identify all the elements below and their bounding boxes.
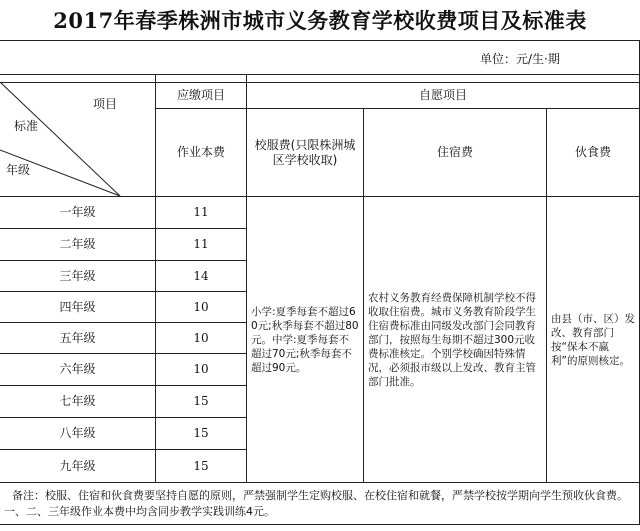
homework-fee-value: 15 [193, 458, 209, 473]
grade-label: 六年级 [59, 362, 96, 376]
grade-label: 九年级 [59, 458, 96, 473]
header-homework-fee: 作业本费 [176, 145, 225, 159]
page-title: 2017年春季株洲市城市义务教育学校收费项目及标准表 [53, 8, 587, 33]
header-grade-label: 年级 [5, 162, 30, 177]
homework-fee-value: 11 [193, 237, 209, 251]
grade-label: 八年级 [59, 426, 96, 440]
homework-fee-value: 10 [193, 330, 209, 345]
header-mandatory-group: 应缴项目 [176, 88, 225, 102]
grade-label: 四年级 [59, 299, 96, 314]
homework-fee-value: 14 [193, 268, 209, 283]
header-meal-fee: 伙食费 [574, 145, 611, 159]
uniform-fee-text: 小学:夏季每套不超过60元;秋季每套不超过80元。中学:夏季每套不超过70元;秋季每套不超过90元。 [251, 305, 359, 374]
grade-label: 二年级 [59, 237, 96, 251]
remarks-note: 备注：校服、住宿和伙食费要坚持自愿的原则，严禁强制学生定购校服、在校住宿和就餐，严禁学校按学期向学生预收伙食费。一、二、三年级作业本费中均含同步教学实践训练4元。 [4, 489, 628, 518]
meal-fee-text: 由县（市、区）发改、教育部门按“保本不赢利”的原则核定。 [551, 312, 635, 367]
header-lodging-fee: 住宿费 [436, 145, 473, 159]
unit-label: 单位：元/生·期 [480, 52, 560, 66]
homework-fee-value: 10 [193, 299, 209, 314]
grade-label: 五年级 [59, 330, 96, 345]
header-standard-label: 标准 [13, 118, 38, 133]
header-voluntary-group: 自愿项目 [418, 88, 467, 102]
grade-label: 一年级 [59, 205, 96, 219]
header-uniform-fee: 校服费(只限株洲城 区学校收取) [254, 137, 356, 167]
homework-fee-value: 10 [193, 362, 209, 376]
homework-fee-value: 15 [193, 426, 209, 440]
grade-label: 七年级 [59, 394, 96, 408]
homework-fee-value: 11 [193, 205, 209, 219]
header-item-label: 项目 [92, 96, 117, 111]
lodging-fee-text: 农村义务教育经费保障机制学校不得收取住宿费。城市义务教育阶段学生住宿费标准由同级发改部门会同教育部门，按照每生每期不超过300元收费标准核定。个别学校确因特殊情况，必须报市级以上发改、教育主管部门批准。 [368, 291, 536, 388]
homework-fee-value: 15 [193, 394, 209, 408]
grade-label: 三年级 [59, 268, 96, 283]
